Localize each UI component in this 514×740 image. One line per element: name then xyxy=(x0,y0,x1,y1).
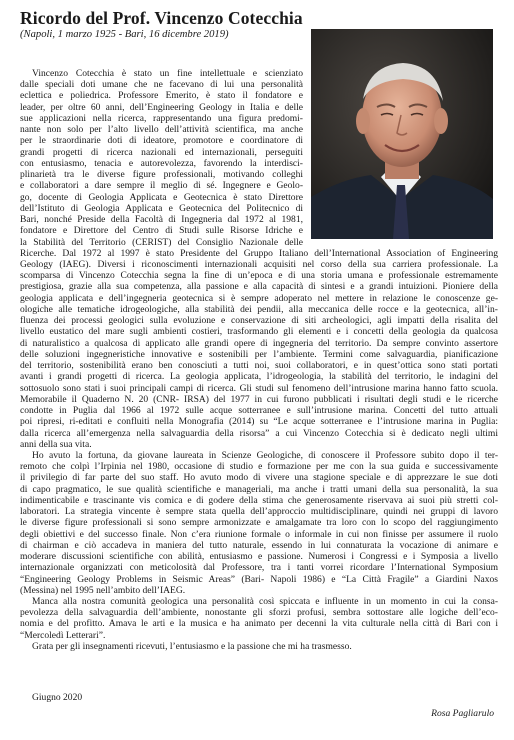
text-line: Memorabile il Quaderno N. 20 (CNR- IRSA) del 1977 in cui furono pubblicati i risultati degli studi e le ricerche xyxy=(20,393,498,405)
page-subtitle: (Napoli, 1 marzo 1925 - Bari, 16 dicembre 2019) xyxy=(20,29,229,40)
text-line: con entusiasmo, tenacia e autorevolezza, favorendo la interdisci- xyxy=(20,157,303,169)
text-line: “Engineering Geology Problems in Seismic Areas” (Bari- Napoli 1986) e “La Città Fragile” a Giardini Naxos xyxy=(20,573,498,585)
text-line: leader, per oltre 60 anni, dell’Engineering Geology in Italia e delle xyxy=(20,101,303,113)
text-line: moderare discussioni scientifiche con abilità, entusiasmo e passione. Numerosi i Congressi e i Symposia a livello xyxy=(20,551,498,563)
text-line: sottosuolo sono stati i suoi principali campi di ricerca. Gli studi sul fenomeno dell’intrusione marina hanno fatto scuola. xyxy=(20,382,498,394)
text-line: anni della sua vita. xyxy=(20,438,92,450)
text-line: il privilegio di far parte del suo staff. Ho avuto modo di vivere una stagione speciale e di apprezzare le sue doti xyxy=(20,472,498,484)
text-line: Bari, nonché Preside della Facoltà di Ingegneria dal 1972 al 1981, xyxy=(20,214,303,226)
text-line: poi ripresi, ri-editati e confluiti nella Monografia (2014) su “Le acque sotterranee e l’intrusione marina in Puglia: xyxy=(20,416,498,428)
text-line: go, docente di Geologia Applicata e Geotecnica è stato Direttore xyxy=(20,191,303,203)
text-line: nante non solo per l’alto livello dell’attività scientifica, ma anche xyxy=(20,124,303,136)
text-line: Vincenzo Cotecchia è stato un fine intellettuale e scienziato xyxy=(32,68,303,79)
text-line: degli obiettivi e del successo finale. Non c’era riunione formale o informale in cui non finisse per assumere il ruolo xyxy=(20,528,498,540)
text-line: fluenza dei processi geologici sulla evoluzione e conservazione di siti archeologici, agli impatti della risalita del xyxy=(20,315,498,327)
page-title: Ricordo del Prof. Vincenzo Cotecchia xyxy=(20,8,303,28)
text-line: delle soluzioni ingegneristiche innovative e sostenibili per l’ambiente. Termini come salvaguardia, pianificazione xyxy=(20,348,498,360)
text-line: Geology (IAEG). Diversi i riconoscimenti internazionali acquisiti nel corso della sua carriera professionale. La xyxy=(20,258,498,270)
text-line: le diverse figure professionali si sono sempre armonizzate e amalgamate tra loro con lo scopo del raggiungimento xyxy=(20,517,498,529)
text-line: “Mercoledì Letterari”. xyxy=(20,629,106,641)
text-line: geologia applicata e dell’ingegneria geotecnica si è sempre adoperato nel mettere in relazione le conoscenze ge- xyxy=(20,292,498,304)
text-line: indimenticabile e trascinante vis comica e di godere della stima che generosamente riservava ai suoi più stretti col- xyxy=(20,494,498,506)
text-line: prestigiosa, grazie alla sua competenza, alla passione e alla capacità di sintesi e a grandi intuizioni. Pioniere della xyxy=(20,281,498,293)
text-line: pevolezza della salvaguardia dell’ambiente, nonostante gli sforzi profusi, sembra sottostare alle logiche dell’eco- xyxy=(20,607,498,619)
text-line: internazionale organizzati con meticolosità dal Professore, tra i tanti vorrei ricordare l’International Symposium xyxy=(20,562,498,574)
text-line: livello eustatico del mare sugli ambienti costieri, trasformando gli elementi e i concetti della geologia da qualcosa xyxy=(20,326,498,338)
text-line: Grata per gli insegnamenti ricevuti, l’entusiasmo e la passione che mi ha trasmesso. xyxy=(32,640,352,652)
text-line: e collaboratori a dare sempre il meglio di sé. Ingegnere e Geolo- xyxy=(20,180,303,192)
text-line: dalle speciali doti umane che ne facevano di lui una personalità xyxy=(20,79,303,91)
text-line: ologiche alle tematiche idrogeologiche, alla stabilità dei pendii, alla meccanica delle rocce e la geotecnica, all’in- xyxy=(20,303,498,315)
author-signature: Rosa Pagliarulo xyxy=(431,708,494,719)
text-line: (Messina) nel 1995 nell’ambito dell’IAEG. xyxy=(20,584,186,596)
text-line: plinarietà tra le diverse figure professionali, motivando colleghi xyxy=(20,169,303,181)
text-line: scomparsa di Vincenzo Cotecchia segna la fine di un’epoca e di una storia umana e professionale estremamente xyxy=(20,270,498,282)
text-line: dell’Istituto di Geologia Applicata e Geotecnica del Politecnico di xyxy=(20,202,303,214)
text-line: di chairman e ciò accadeva in maniera del tutto naturale, essendo in lui connaturata la vocazione di animare e xyxy=(20,539,498,551)
text-line: condotte in Puglia dal 1966 al 1972 sulle acque sotterranee e sull’intrusione marina. Concetti del tutto attuali xyxy=(20,405,498,417)
text-line: del territorio, sostenibilità erano ben conosciuti a tutti noi, suoi collaboratori, e in quest’ottica sono stati portati xyxy=(20,360,498,372)
text-line: laboratori. La strategia vincente è sempre stata quella dell’approccio multidisciplinare, quindi nei gruppi di lavoro xyxy=(20,506,498,518)
text-line: grandi progetti di ricerca nazionali ed internazionali, perseguiti xyxy=(20,146,303,158)
text-line: Ricerche. Dal 1972 al 1997 è stato Presidente del Gruppo Italiano dell’International Association of Engineering xyxy=(20,247,498,259)
text-line: la Stabilità del Territorio (CERIST) del Consiglio Nazionale delle xyxy=(20,236,303,248)
text-line: eclettica e poliedrica. Professore Emerito, è stato il fondatore e xyxy=(20,90,303,102)
text-line: per le straordinarie doti di ideatore, promotore e coordinatore di xyxy=(20,135,303,147)
text-line: Ho avuto la fortuna, da giovane laureata in Scienze Geologiche, di conoscere il Professore subito dopo il ter- xyxy=(32,449,498,461)
text-line: remoto che colpì l’Irpinia nel 1980, occasione di studio e formazione per me con la sua guida e successivamente xyxy=(20,461,498,473)
text-line: nomia e del profitto. Amava le arti e la musica e ha animato per decenni la vita culturale nella città di Bari con i xyxy=(20,618,498,630)
body-text xyxy=(20,68,498,652)
text-line: di capo pragmatico, le sue qualità scientifiche e manageriali, ma anche i tratti umani della sua personalità, la sua xyxy=(20,483,498,495)
text-line: dalla ricerca all’emergenza nella salvaguardia della risorsa” a cui Vincenzo Cotecchia si è dedicato negli ultimi xyxy=(20,427,498,439)
text-line: fondatore e Direttore del Centro di Studi sulle Risorse Idriche e xyxy=(20,225,303,237)
text-line: di naturalistico a qualcosa di applicato alle grandi opere di ingegneria del territorio. Da sempre convinto assertore xyxy=(20,337,498,349)
text-line: avanti i grandi progetti di ricerca. La geologia applicata, l’idrogeologia, la stabilità del territorio, le indagini del xyxy=(20,371,498,383)
text-line: Manca alla nostra comunità geologica una personalità così spiccata e influente in un momento in cui la consa- xyxy=(32,596,498,608)
text-line: sue applicazioni nella ricerca, rappresentando una figura predomi- xyxy=(20,112,303,124)
date-line: Giugno 2020 xyxy=(32,692,83,703)
